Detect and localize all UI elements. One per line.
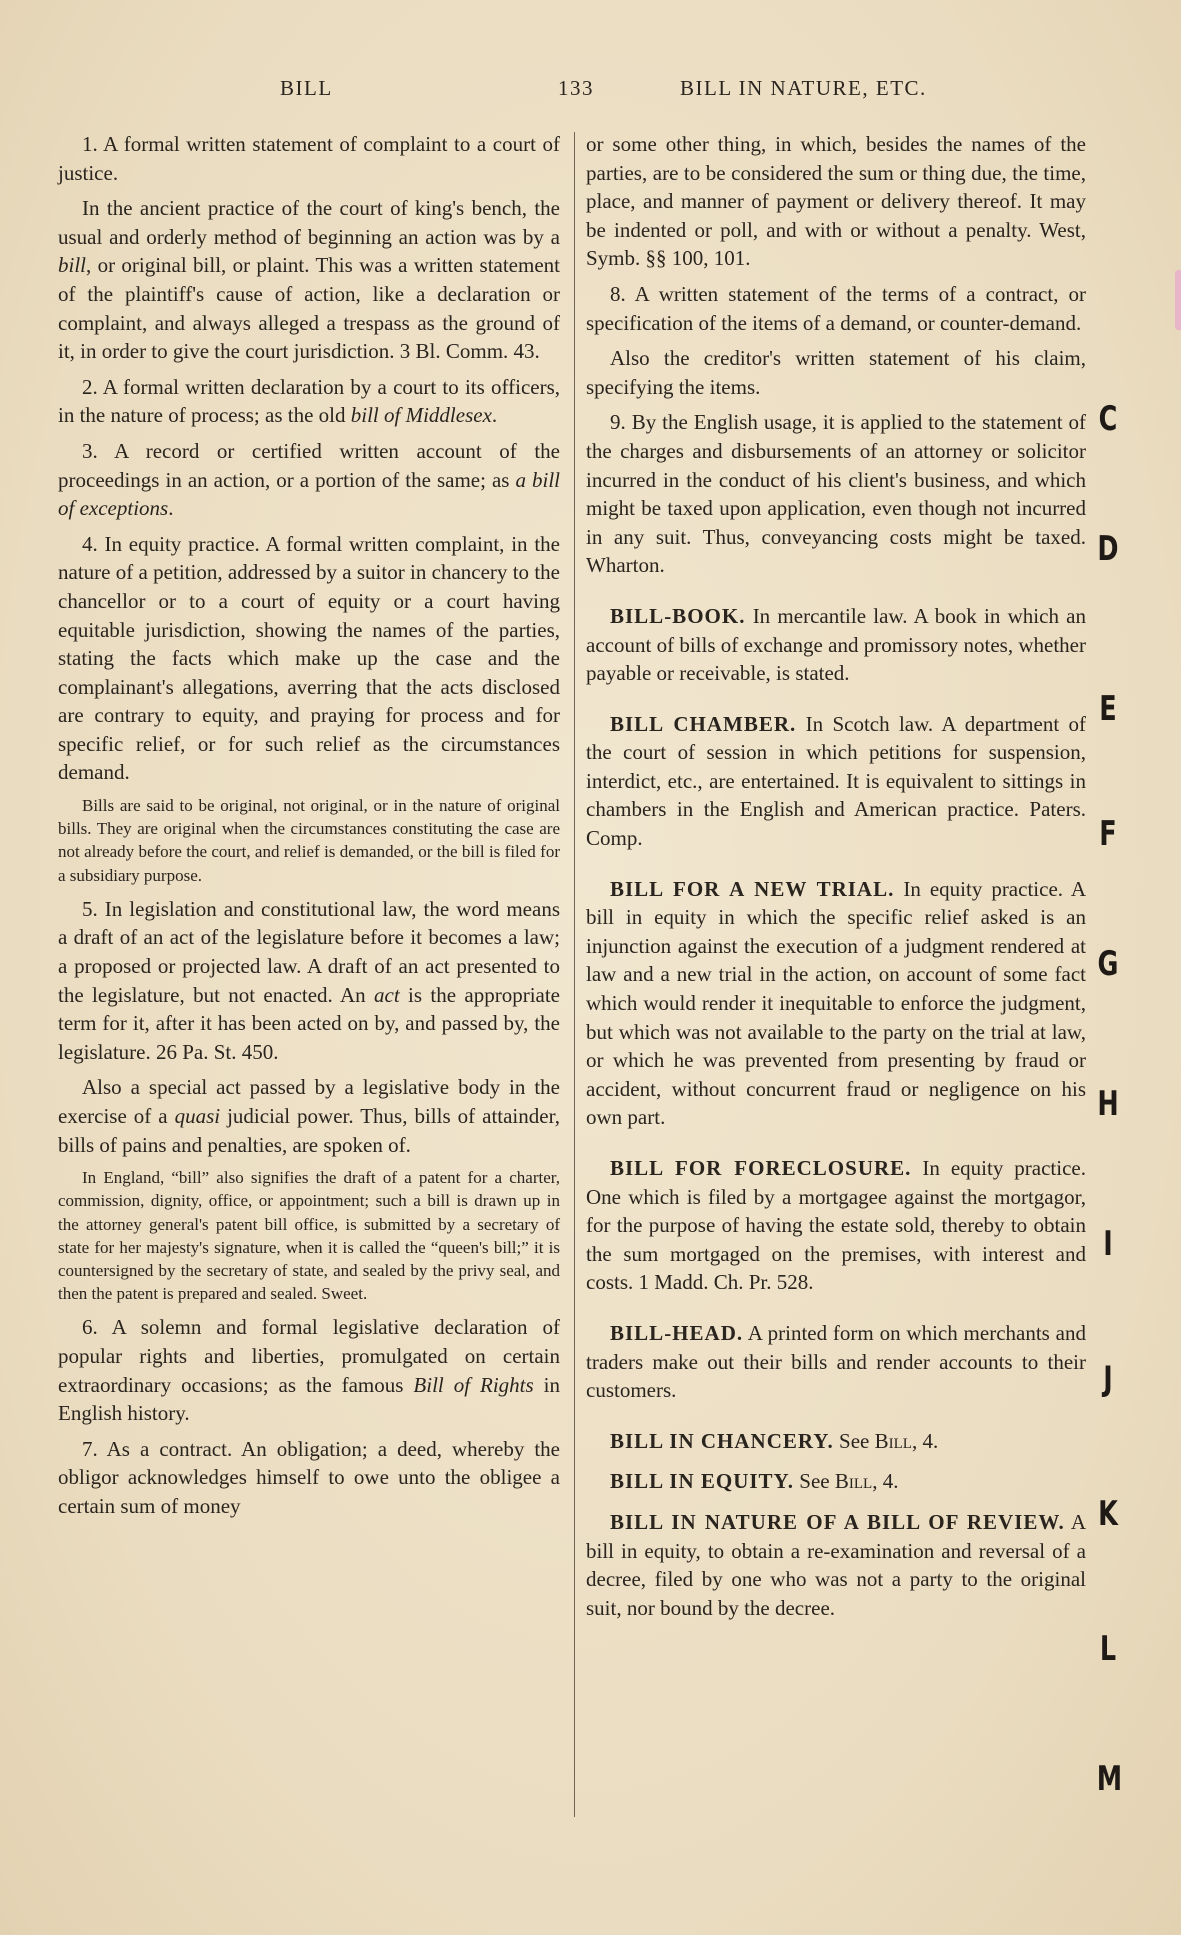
thumb-index-letter-h: H: [1097, 1084, 1119, 1124]
page-number: 133: [558, 76, 594, 100]
thumb-index: [1093, 0, 1123, 1935]
thumb-index-letter-c: C: [1098, 399, 1118, 439]
thumb-index-letter-l: L: [1099, 1629, 1117, 1669]
definition-paragraph: 3. A record or certified written account of the proceedings in an action, or a portion of the same; as a bill of exceptions.: [58, 438, 560, 521]
thumb-index-letter-d: D: [1097, 529, 1119, 569]
definition-paragraph: 6. A solemn and formal legislative declaration of popular rights and liberties, promulgated on certain extraordinary occasions; as the famous Bill of Rights in English history.: [58, 1315, 560, 1426]
thumb-index-letter-m: M: [1096, 1759, 1123, 1799]
thumb-index-letter-f: F: [1099, 814, 1117, 854]
column-divider: [574, 132, 575, 1817]
definition-paragraph: 7. As a contract. An obligation; a deed, whereby the obligor acknowledges himself to owe unto the obligee a certain sum of money: [58, 1436, 560, 1518]
thumb-index-letter-e: E: [1099, 689, 1117, 729]
header-left-guide-word: BILL: [280, 76, 333, 100]
fine-print-note: Bills are said to be original, not original, or in the nature of original bills. They are original when the circumstances constituting the case are not already before the court, and relief is demanded, or the bill is filed for a subsidiary purpose.: [58, 796, 560, 885]
dictionary-entry: BILL FOR FORECLOSURE. In equity practice. One which is filed by a mortgagee against the mortgagor, for the purpose of having the estate sold, thereby to obtain the sum mortgaged on the premises, with interest and costs. 1 Madd. Ch. Pr. 528.: [586, 1156, 1086, 1295]
continued-paragraph: or some other thing, in which, besides the names of the parties, are to be considered the sum or thing due, the time, place, and manner of payment or delivery thereof. It may be indented or poll, and with or without a penalty. West, Symb. §§ 100, 101.: [586, 132, 1086, 271]
page-edge-mark: [1175, 270, 1181, 330]
running-header: [280, 76, 1000, 106]
dictionary-entry: BILL CHAMBER. In Scotch law. A department of the court of session in which petitions for suspension, interdict, etc., are entertained. It is equivalent to sittings in chambers in the English and American practice. Paters. Comp.: [586, 711, 1087, 851]
definition-paragraph: Also a special act passed by a legislative body in the exercise of a quasi judicial power. Thus, bills of attainder, bills of pains and penalties, are spoken of.: [58, 1075, 560, 1157]
left-column: [58, 130, 560, 1528]
definition-paragraph: 5. In legislation and constitutional law, the word means a draft of an act of the legislature before it becomes a law; a proposed or projected law. A draft of an act presented to the legislature, but not enacted. An act is the appropriate term for it, after it has been acted on by, and passed by, the legislature. 26 Pa. St. 450.: [58, 896, 560, 1064]
dictionary-entry: BILL IN NATURE OF A BILL OF REVIEW. A bill in equity, to obtain a re-examination and reversal of a decree, filed by one who was not a party to the original suit, nor bound by the decree.: [586, 1509, 1086, 1620]
dictionary-entry: BILL FOR A NEW TRIAL. In equity practice. A bill in equity in which the specific relief asked is an injunction against the execution of a judgment rendered at law and a new trial in the action, on account of some fact which would render it inequitable to enforce the judgment, but which was not available to the party on the trial at law, or which he was prevented from presenting by fraud or accident, without concurrent fraud or negligence on his own part.: [586, 876, 1087, 1130]
definition-paragraph: 2. A formal written declaration by a court to its officers, in the nature of process; as the old bill of Middlesex.: [58, 374, 560, 428]
definition-paragraph: 9. By the English usage, it is applied to the statement of the charges and disbursements of an attorney or solicitor incurred in the conduct of his client's business, and which might be taxed upon application, even though not incurred in any suit. Thus, conveyancing costs might be taxed. Wharton.: [586, 410, 1086, 578]
definition-paragraph: Also the creditor's written statement of his claim, specifying the items.: [586, 346, 1086, 399]
dictionary-entry: BILL-BOOK. In mercantile law. A book in which an account of bills of exchange and promissory notes, whether payable or receivable, is stated.: [586, 603, 1086, 686]
dictionary-entry: BILL-HEAD. A printed form on which merchants and traders make out their bills and render accounts to their customers.: [586, 1320, 1086, 1403]
dictionary-entry: BILL IN EQUITY. See Bill, 4.: [610, 1469, 899, 1494]
header-right-guide-word: BILL IN NATURE, ETC.: [680, 76, 927, 100]
fine-print-note: In England, “bill” also signifies the draft of a patent for a charter, commission, dignity, office, or appointment; such a bill is drawn up in the attorney general's patent bill office, is submitted by a secretary of state for her majesty's signature, when it is called the “queen's bill;” it is countersigned by the secretary of state, and sealed by the privy seal, and then the patent is prepared and sealed. Sweet.: [58, 1168, 560, 1304]
right-column: [586, 130, 1086, 1629]
thumb-index-letter-g: G: [1097, 944, 1119, 984]
dictionary-entry: BILL IN CHANCERY. See Bill, 4.: [610, 1428, 939, 1453]
definition-paragraph: 1. A formal written statement of complaint to a court of justice.: [58, 132, 560, 185]
thumb-index-letter-k: K: [1098, 1494, 1118, 1534]
definition-paragraph: In the ancient practice of the court of king's bench, the usual and orderly method of beginning an action was by a bill, or original bill, or plaint. This was a written statement of the plaintiff's cause of action, like a declaration or complaint, and always alleged a trespass as the ground of it, in order to give the court jurisdiction. 3 Bl. Comm. 43.: [58, 196, 560, 364]
definition-paragraph: 8. A written statement of the terms of a contract, or specification of the items of a demand, or counter-demand.: [586, 281, 1086, 335]
thumb-index-letter-i: I: [1103, 1224, 1113, 1264]
thumb-index-letter-j: J: [1103, 1359, 1113, 1399]
definition-paragraph: 4. In equity practice. A formal written complaint, in the nature of a petition, addressed by a suitor in chancery to the chancellor or to a court of equity or a court having equitable jurisdiction, showing the names of the parties, stating the facts which make up the case and the complainant's allegations, averring that the acts disclosed are contrary to equity, and praying for process and for specific relief, or for such relief as the circumstances demand.: [58, 531, 560, 785]
